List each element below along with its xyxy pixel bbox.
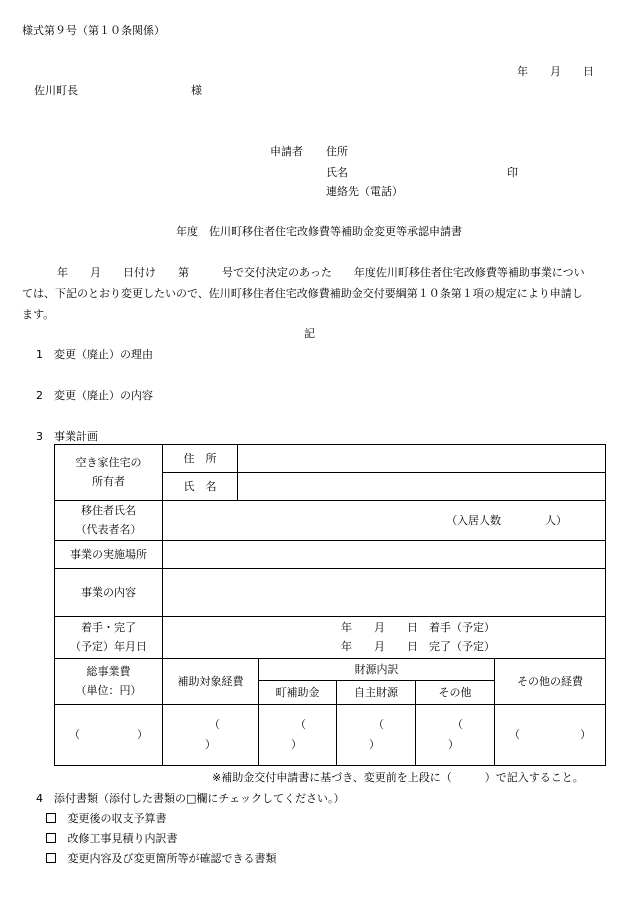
end-date: 年 月 日 完了（予定）: [341, 640, 495, 653]
owner-address-field[interactable]: [238, 445, 606, 473]
town-subsidy-header: 町補助金: [259, 681, 337, 705]
addressee-honorific: 様: [191, 84, 202, 97]
applicant-label: 申請者: [270, 145, 303, 158]
table-note: ※補助金交付申請書に基づき、変更前を上段に（ ）で記入すること。: [212, 771, 584, 784]
section-1-reason: 1 変更（廃止）の理由: [36, 348, 153, 361]
place-header: 事業の実施場所: [55, 541, 163, 569]
date-line: 年 月 日: [517, 65, 594, 78]
attachment-item: 変更内容及び変更箇所等が確認できる書類: [46, 852, 277, 866]
other-funding-header: その他: [416, 681, 495, 705]
owner-name-field[interactable]: [238, 473, 606, 501]
attachment-item: 変更後の収支予算書: [46, 812, 167, 826]
owner-name-label: 氏 名: [163, 473, 238, 501]
section-2-content: 2 変更（廃止）の内容: [36, 389, 153, 402]
applicant-name-label: 氏名: [326, 166, 348, 179]
owner-header: 空き家住宅の 所有者: [55, 445, 163, 501]
body-line-2: ては、下記のとおり変更したいので、佐川町移住者住宅改修費補助金交付要綱第１０条第１項の規定により申請し: [22, 287, 583, 300]
place-field[interactable]: [163, 541, 606, 569]
subsidy-target-header: 補助対象経費: [163, 659, 259, 705]
total-cost-header: 総事業費 （単位：円）: [55, 659, 163, 705]
attachment-item: 改修工事見積り内訳書: [46, 832, 178, 846]
content-field[interactable]: [163, 569, 606, 617]
addressee: 佐川町長: [34, 84, 78, 97]
section-4-attachments: 4 添付書類（添付した書類の□欄にチェックしてください。）: [36, 792, 345, 805]
ki-mark: 記: [304, 327, 315, 340]
seal-mark: 印: [507, 166, 518, 179]
other-funding-cell[interactable]: （ ）: [416, 705, 495, 766]
checkbox[interactable]: [46, 833, 56, 843]
own-funds-cell[interactable]: （ ）: [337, 705, 416, 766]
content-header: 事業の内容: [55, 569, 163, 617]
mover-name-field[interactable]: [163, 501, 606, 541]
applicant-address-label: 住所: [326, 145, 348, 158]
start-date: 年 月 日 着手（予定）: [341, 621, 495, 635]
funding-header: 財源内訳: [259, 659, 495, 681]
owner-address-label: 住 所: [163, 445, 238, 473]
checkbox[interactable]: [46, 853, 56, 863]
town-subsidy-cell[interactable]: （ ）: [259, 705, 337, 766]
body-line-1: 年 月 日付け 第 号で交付決定のあった 年度佐川町移住者住宅改修費等補助事業につい: [57, 266, 585, 279]
body-line-3: ます。: [22, 308, 55, 321]
business-plan-table: [54, 444, 606, 766]
checkbox[interactable]: [46, 813, 56, 823]
mover-name-header: 移住者氏名 （代表者名）: [55, 501, 163, 541]
other-costs-header: その他の経費: [495, 659, 606, 705]
own-funds-header: 自主財源: [337, 681, 416, 705]
section-3-plan: 3 事業計画: [36, 430, 98, 443]
period-field[interactable]: [163, 617, 606, 659]
document-title: 年度 佐川町移住者住宅改修費等補助金変更等承認申請書: [176, 225, 462, 238]
subsidy-target-cell[interactable]: （ ）: [163, 705, 259, 766]
residents-count: （入居人数 人）: [446, 513, 568, 527]
period-header: 着手・完了 （予定）年月日: [55, 617, 163, 659]
total-cost-cell[interactable]: （ ）: [55, 705, 163, 766]
other-costs-cell[interactable]: （ ）: [495, 705, 606, 766]
form-number: 様式第９号（第１０条関係）: [22, 24, 165, 37]
applicant-contact-label: 連絡先（電話）: [326, 185, 403, 198]
